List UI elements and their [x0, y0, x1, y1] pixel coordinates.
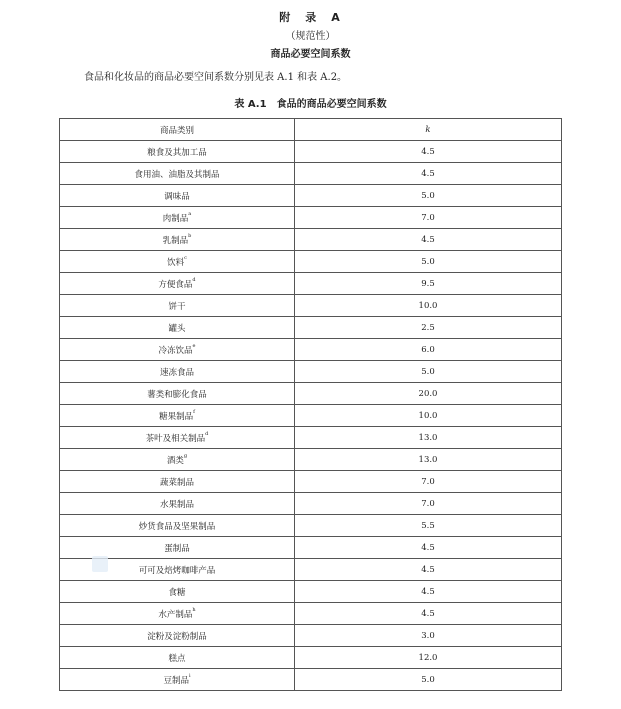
cell-category — [60, 273, 295, 295]
cell-k: 4.5 — [295, 229, 562, 251]
category-name: 糕点 — [168, 653, 186, 664]
cell-k: 12.0 — [295, 647, 562, 669]
footnote-mark: c — [184, 254, 187, 261]
table-row — [60, 251, 562, 273]
table-row — [60, 515, 562, 537]
category-name: 糖果制品 — [159, 411, 194, 422]
category-name: 茶叶及相关制品 — [145, 433, 206, 444]
table-row — [60, 339, 562, 361]
table-row — [60, 317, 562, 339]
cell-k: 4.5 — [295, 537, 562, 559]
cell-k: 4.5 — [295, 581, 562, 603]
table-row — [60, 207, 562, 229]
cell-category — [60, 317, 295, 339]
category-name: 蛋制品 — [164, 543, 190, 554]
cell-k: 4.5 — [295, 603, 562, 625]
table-row — [60, 537, 562, 559]
category-name: 炒货食品及坚果制品 — [138, 521, 216, 532]
cell-category — [60, 647, 295, 669]
footnote-mark: d — [192, 276, 196, 283]
table-row — [60, 273, 562, 295]
header-k: k — [295, 119, 562, 141]
cell-k: 20.0 — [295, 383, 562, 405]
category-name: 水产制品 — [158, 609, 193, 620]
table-row — [60, 669, 562, 691]
cell-k: 5.0 — [295, 669, 562, 691]
table-row — [60, 295, 562, 317]
cell-k: 5.0 — [295, 185, 562, 207]
footnote-mark: h — [192, 606, 196, 613]
cell-category — [60, 141, 295, 163]
category-name: 食用油、油脂及其制品 — [134, 169, 220, 180]
appendix-title: 附 录 A — [279, 11, 342, 24]
cell-category — [60, 295, 295, 317]
cell-category — [60, 405, 295, 427]
intro-paragraph: 食品和化妆品的商品必要空间系数分别见表 A.1 和表 A.2。 — [84, 72, 348, 83]
cell-category — [60, 625, 295, 647]
category-name: 豆制品 — [163, 675, 189, 686]
footnote-mark: d — [205, 430, 209, 437]
cell-category — [60, 339, 295, 361]
cell-k: 4.5 — [295, 141, 562, 163]
table-row — [60, 361, 562, 383]
category-name: 饮料 — [167, 257, 185, 268]
cell-k: 4.5 — [295, 163, 562, 185]
scan-mark — [92, 556, 108, 572]
cell-category — [60, 669, 295, 691]
cell-k: 13.0 — [295, 449, 562, 471]
cell-category — [60, 515, 295, 537]
table-row — [60, 427, 562, 449]
table-row — [60, 647, 562, 669]
cell-category — [60, 603, 295, 625]
footnote-mark: i — [188, 672, 191, 679]
footnote-mark: g — [183, 452, 188, 459]
category-name: 食糖 — [168, 587, 186, 598]
table-row — [60, 471, 562, 493]
category-name: 肉制品 — [162, 213, 189, 224]
table-body — [60, 141, 562, 691]
cell-k: 10.0 — [295, 405, 562, 427]
cell-category — [60, 383, 295, 405]
table-header-row — [60, 119, 562, 141]
header-category: 商品类别 — [60, 119, 295, 141]
table-row — [60, 493, 562, 515]
table-caption: 表 A.1 食品的商品必要空间系数 — [234, 99, 387, 110]
cell-category — [60, 581, 295, 603]
table-row — [60, 229, 562, 251]
cell-category — [60, 229, 295, 251]
footnote-mark: e — [192, 342, 196, 349]
cell-k: 3.0 — [295, 625, 562, 647]
cell-k: 13.0 — [295, 427, 562, 449]
cell-k: 7.0 — [295, 471, 562, 493]
table-row — [60, 603, 562, 625]
cell-k: 5.0 — [295, 251, 562, 273]
cell-k: 10.0 — [295, 295, 562, 317]
cell-category — [60, 361, 295, 383]
cell-category — [60, 471, 295, 493]
category-name: 粮食及其加工品 — [147, 147, 207, 158]
cell-category — [60, 163, 295, 185]
table-row — [60, 449, 562, 471]
cell-k: 4.5 — [295, 559, 562, 581]
category-name: 淀粉及淀粉制品 — [147, 631, 207, 642]
cell-k: 5.5 — [295, 515, 562, 537]
table-row — [60, 383, 562, 405]
cell-category — [60, 449, 295, 471]
cell-k: 7.0 — [295, 493, 562, 515]
cell-k: 9.5 — [295, 273, 562, 295]
appendix-heading: 商品必要空间系数 — [270, 49, 351, 60]
category-name: 水果制品 — [159, 499, 194, 510]
category-name: 蔬菜制品 — [159, 477, 194, 488]
footnote-mark: a — [188, 210, 192, 217]
table-row — [60, 559, 562, 581]
cell-category — [60, 427, 295, 449]
cell-category — [60, 493, 295, 515]
category-name: 乳制品 — [162, 235, 189, 246]
cell-k: 5.0 — [295, 361, 562, 383]
category-name: 调味品 — [164, 191, 190, 202]
category-name: 方便食品 — [158, 279, 193, 290]
coefficient-table — [59, 118, 562, 691]
category-name: 薯类和膨化食品 — [147, 389, 207, 400]
category-name: 罐头 — [168, 323, 186, 334]
cell-category — [60, 251, 295, 273]
table-row — [60, 581, 562, 603]
cell-k: 7.0 — [295, 207, 562, 229]
footnote-mark: b — [188, 232, 192, 239]
category-name: 酒类 — [166, 455, 184, 466]
category-name: 速冻食品 — [159, 367, 194, 378]
appendix-type: （规范性） — [285, 31, 336, 42]
cell-k: 6.0 — [295, 339, 562, 361]
table-row — [60, 405, 562, 427]
category-name: 饼干 — [168, 301, 186, 312]
cell-category — [60, 185, 295, 207]
table-row — [60, 185, 562, 207]
cell-k: 2.5 — [295, 317, 562, 339]
category-name: 可可及焙烤咖啡产品 — [138, 565, 216, 576]
table-row — [60, 163, 562, 185]
table-row — [60, 625, 562, 647]
footnote-mark: f — [193, 408, 195, 415]
category-name: 冷冻饮品 — [158, 345, 193, 356]
table-row — [60, 141, 562, 163]
cell-category — [60, 207, 295, 229]
